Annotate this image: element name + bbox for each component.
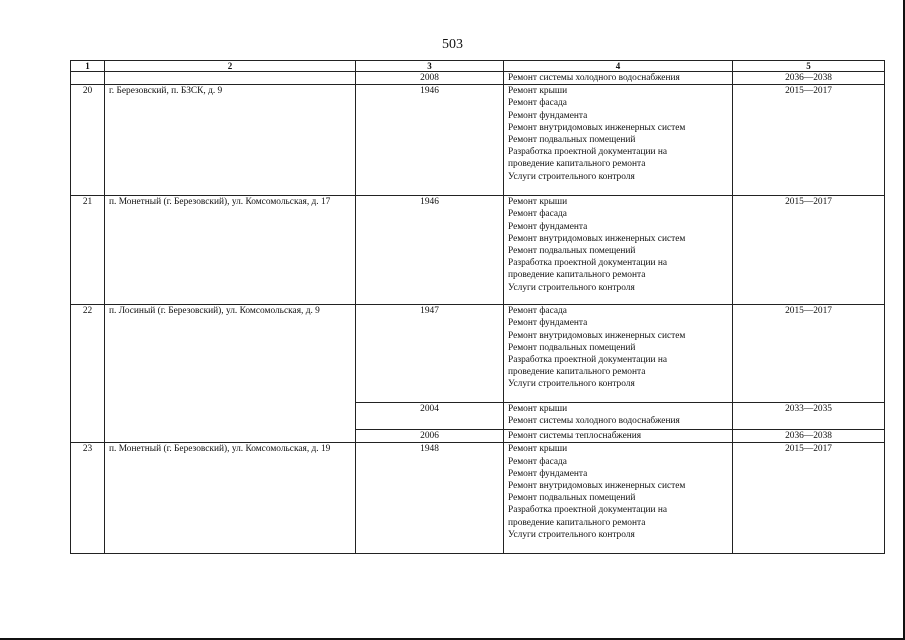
- row-number: 20: [71, 85, 105, 196]
- page-number: 503: [442, 37, 463, 52]
- column-header: 1: [71, 61, 105, 72]
- column-header: 5: [733, 61, 885, 72]
- row-number: 22: [71, 305, 105, 443]
- table-row: [71, 196, 885, 305]
- construction-year: 1947: [356, 305, 504, 403]
- repair-period: 2015—2017: [733, 305, 885, 403]
- construction-year: 1946: [356, 196, 504, 305]
- repair-works: [504, 443, 733, 554]
- construction-year: 2008: [356, 72, 504, 85]
- repair-works: [504, 196, 733, 305]
- repair-work-item: Ремонт внутридомовых инженерных систем: [508, 330, 686, 341]
- repair-period: 2036—2038: [733, 72, 885, 85]
- table-row: [71, 443, 885, 554]
- repair-work-item: Ремонт подвальных помещений: [508, 493, 636, 504]
- repair-period: 2015—2017: [733, 196, 885, 305]
- repair-work-item: Ремонт фундамента: [508, 318, 588, 329]
- repair-work-item: проведение капитального ремонта: [508, 270, 646, 281]
- header-row: [71, 61, 885, 72]
- construction-year: 1948: [356, 443, 504, 554]
- repair-work-item: Разработка проектной документации на: [508, 355, 668, 366]
- repair-work-item: проведение капитального ремонта: [508, 517, 646, 528]
- repair-period: 2015—2017: [733, 85, 885, 196]
- repair-works: [504, 72, 733, 85]
- repair-work-item: Услуги строительного контроля: [508, 171, 635, 182]
- repair-work-item: Ремонт фасада: [508, 306, 567, 317]
- repair-work-item: Ремонт фасада: [508, 456, 567, 467]
- repair-work-item: проведение капитального ремонта: [508, 159, 646, 170]
- table-row: [71, 85, 885, 196]
- repair-work-item: Ремонт фундамента: [508, 221, 588, 232]
- repair-period: 2015—2017: [733, 443, 885, 554]
- row-number: [71, 72, 105, 85]
- repair-work-item: Ремонт фасада: [508, 98, 567, 109]
- repair-work-item: Ремонт системы холодного водоснабжения: [508, 73, 680, 83]
- table-row: [71, 305, 885, 403]
- repair-work-item: Разработка проектной документации на: [508, 505, 668, 516]
- repair-work-item: Ремонт фасада: [508, 209, 567, 220]
- repair-work-item: Ремонт крыши: [508, 404, 568, 415]
- construction-year: 1946: [356, 85, 504, 196]
- repair-work-item: Ремонт фундамента: [508, 110, 588, 121]
- repair-works: [504, 85, 733, 196]
- repair-work-item: Ремонт системы теплоснабжения: [508, 431, 642, 442]
- repair-work-item: проведение капитального ремонта: [508, 367, 646, 378]
- building-address: [105, 72, 356, 85]
- repair-work-item: Ремонт подвальных помещений: [508, 246, 636, 257]
- repair-works: [504, 305, 733, 403]
- repair-work-item: Услуги строительного контроля: [508, 379, 635, 390]
- repair-works: [504, 430, 733, 443]
- construction-year: 2006: [356, 430, 504, 443]
- repair-schedule-table: [70, 60, 885, 554]
- repair-work-item: Ремонт системы холодного водоснабжения: [508, 416, 680, 427]
- building-address: п. Лосиный (г. Березовский), ул. Комсомольская, д. 9: [105, 305, 356, 443]
- repair-work-item: Ремонт внутридомовых инженерных систем: [508, 122, 686, 133]
- repair-work-item: Разработка проектной документации на: [508, 258, 668, 269]
- repair-work-item: Разработка проектной документации на: [508, 147, 668, 158]
- table-row: [71, 72, 885, 85]
- repair-work-item: Ремонт крыши: [508, 197, 568, 208]
- repair-period: 2036—2038: [733, 430, 885, 443]
- construction-year: 2004: [356, 403, 504, 430]
- repair-work-item: Ремонт внутридомовых инженерных систем: [508, 481, 686, 492]
- building-address: г. Березовский, п. БЗСК, д. 9: [105, 85, 356, 196]
- repair-works: [504, 403, 733, 430]
- row-number: 21: [71, 196, 105, 305]
- repair-work-item: Ремонт подвальных помещений: [508, 135, 636, 146]
- building-address: п. Монетный (г. Березовский), ул. Комсомольская, д. 17: [105, 196, 356, 305]
- repair-work-item: Ремонт крыши: [508, 444, 568, 455]
- repair-work-item: Ремонт внутридомовых инженерных систем: [508, 233, 686, 244]
- column-header: 3: [356, 61, 504, 72]
- building-address: п. Монетный (г. Березовский), ул. Комсомольская, д. 19: [105, 443, 356, 554]
- repair-work-item: Услуги строительного контроля: [508, 282, 635, 293]
- repair-work-item: Ремонт фундамента: [508, 468, 588, 479]
- column-header: 4: [504, 61, 733, 72]
- repair-work-item: Ремонт крыши: [508, 86, 568, 97]
- repair-work-item: Ремонт подвальных помещений: [508, 342, 636, 353]
- row-number: 23: [71, 443, 105, 554]
- repair-period: 2033—2035: [733, 403, 885, 430]
- repair-work-item: Услуги строительного контроля: [508, 529, 635, 540]
- column-header: 2: [105, 61, 356, 72]
